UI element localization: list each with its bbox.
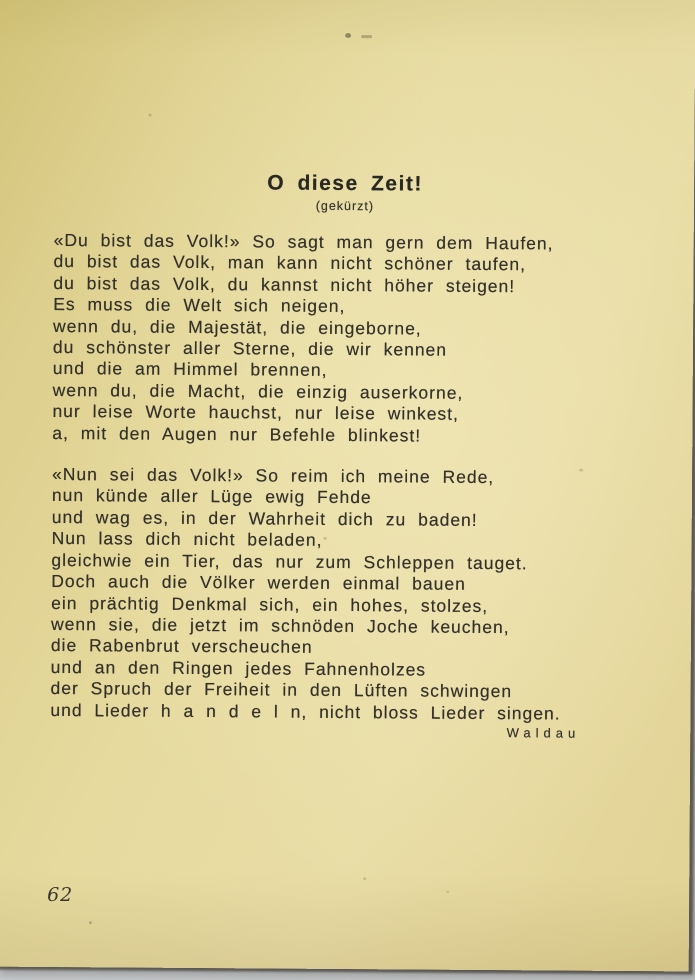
ink-smudge — [361, 35, 372, 38]
poem — [50, 171, 636, 742]
poem-line: «Nun sei das Volk!» So reim ich meine Rede, — [51, 464, 495, 488]
poem-title: O diese Zeit! — [267, 171, 423, 196]
poem-line: Es muss die Welt sich neigen, — [53, 294, 346, 317]
poem-line: und wag es, in der Wahrheit dich zu baden! — [51, 506, 478, 530]
paper-speck — [149, 114, 152, 117]
poem-line: du bist das Volk, man kann nicht schöner taufen, — [53, 251, 527, 275]
poem-line: du schönster aller Sterne, die wir kennen — [52, 337, 448, 360]
poem-line: «Du bist das Volk!» So sagt man gern dem Haufen, — [53, 229, 554, 254]
poem-line: der Spruch der Freiheit in den Lüften schwingen — [50, 678, 513, 702]
poem-attribution: Waldau — [506, 725, 581, 741]
poem-line: ein prächtig Denkmal sich, ein hohes, stolzes, — [51, 592, 489, 616]
paper-speck — [89, 921, 92, 924]
stanza-1 — [52, 230, 635, 448]
poem-line: wenn du, die Majestät, die eingeborne, — [53, 315, 422, 339]
paper-speck — [363, 877, 366, 880]
poem-line: und die am Himmel brennen, — [52, 358, 328, 381]
poem-line: gleichwie ein Tier, das nur zum Schleppen tauget. — [51, 549, 528, 573]
poem-line: und an den Ringen jedes Fahnenholzes — [50, 656, 427, 680]
poem-line: nur leise Worte hauchst, nur leise winkest, — [52, 401, 460, 425]
poem-line: Doch auch die Völker werden einmal bauen — [51, 571, 466, 594]
poem-line: nun künde aller Lüge ewig Fehde — [51, 485, 372, 508]
poem-line: Nun lass dich nicht beladen, — [51, 528, 323, 551]
poem-line: die Rabenbrut verscheuchen — [50, 635, 313, 658]
poem-subtitle: (gekürzt) — [315, 198, 375, 214]
poem-line: und Lieder h a n d e l n, nicht bloss Lieder singen. — [50, 699, 561, 724]
poem-line: wenn sie, die jetzt im schnöden Joche keuchen, — [50, 613, 510, 638]
ink-smudge — [345, 33, 351, 38]
poem-line: a, mit den Augen nur Befehle blinkest! — [52, 422, 422, 446]
stanza-2 — [50, 464, 634, 725]
page-number: 62 — [47, 883, 74, 907]
paper-speck — [446, 891, 449, 893]
poem-line: du bist das Volk, du kannst nicht höher steigen! — [53, 272, 516, 297]
poem-line: wenn du, die Macht, die einzig auserkorne, — [52, 379, 464, 403]
